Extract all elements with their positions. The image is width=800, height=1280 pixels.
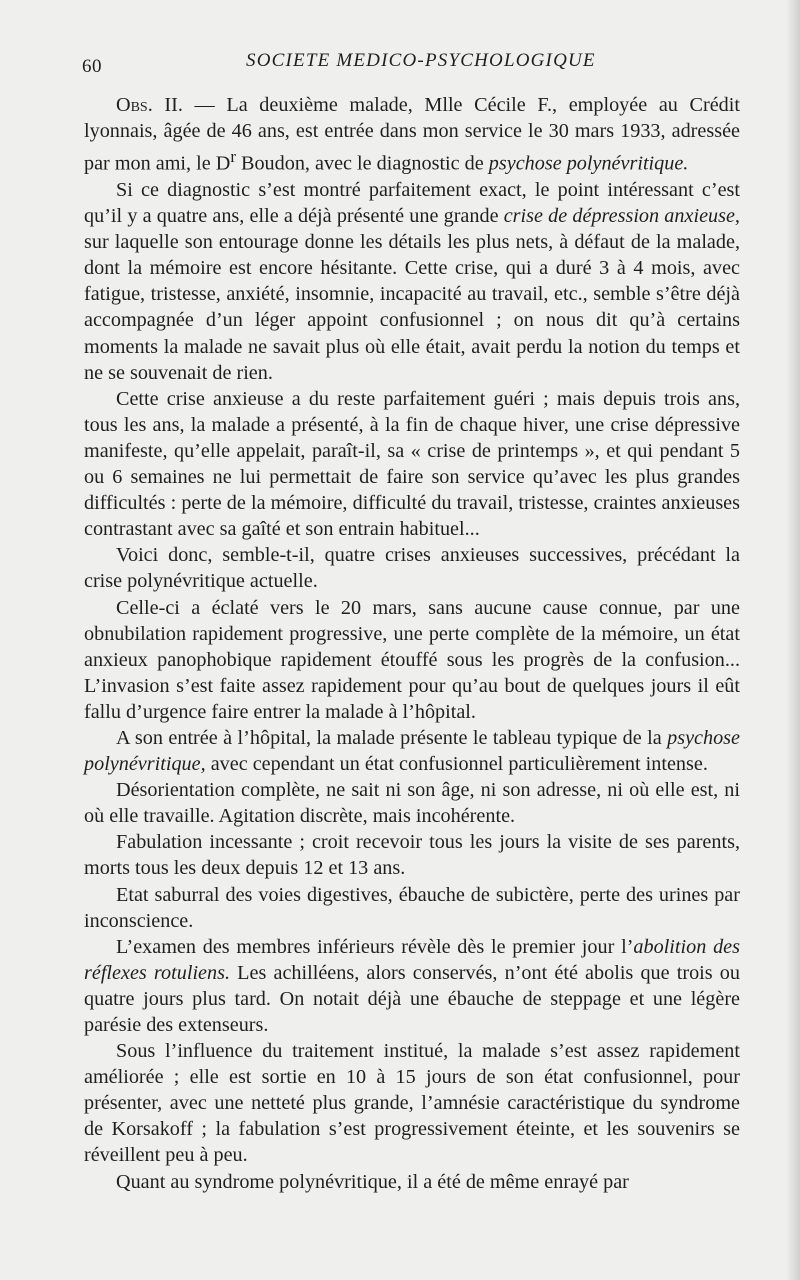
page-edge-shadow xyxy=(786,0,800,1280)
running-head-title: SOCIETE MEDICO-PSYCHOLOGIQUE xyxy=(246,50,596,71)
body-text xyxy=(84,92,740,1195)
paragraph-9 xyxy=(84,882,740,934)
paragraph-2 xyxy=(84,177,740,386)
paragraph-text: Sous l’influence du traitement institué, la malade s’est assez rapidement améliorée ; elle est sortie en 10 à 15 jours de son état confusionnel, pour présenter, avec une netteté plus grande, l’amnésie caractéristique du syndrome de Korsakoff ; la fabulation s’est progressivement éteinte, et les souvenirs se réveillent peu à peu. xyxy=(84,1040,740,1167)
paragraph-text: Quant au syndrome polynévritique, il a été de même enrayé par xyxy=(116,1170,629,1193)
paragraph-11 xyxy=(84,1038,740,1168)
paragraph-text: — La deuxième malade, Mlle Cécile F., employée au Crédit lyonnais, âgée de 46 ans, est entrée dans mon service le 30 mars 1933, adressée par mon ami, le D xyxy=(84,94,740,175)
paragraph-text: Fabulation incessante ; croit recevoir tous les jours la visite de ses parents, morts tous les deux depuis 12 et 13 ans. xyxy=(84,831,740,880)
paragraph-8 xyxy=(84,829,740,881)
paragraph-text: avec cependant un état confusionnel particulièrement intense. xyxy=(205,753,708,776)
doctor-abbrev-superscript: r xyxy=(230,147,236,167)
paragraph-10 xyxy=(84,934,740,1038)
page-number: 60 xyxy=(82,56,102,77)
paragraph-text: Si ce diagnostic s’est montré parfaitement exact, le point intéressant c’est qu’il y a quatre ans, elle a déjà présenté une grande xyxy=(84,179,740,228)
paragraph-text: Désorientation complète, ne sait ni son âge, ni son adresse, ni où elle est, ni où elle travaille. Agitation discrète, mais incohérente. xyxy=(84,779,740,828)
paragraph-text: Voici donc, semble-t-il, quatre crises anxieuses successives, précédant la crise polynévritique actuelle. xyxy=(84,544,740,593)
paragraph-7 xyxy=(84,777,740,829)
paragraph-3 xyxy=(84,386,740,543)
paragraph-text: Etat saburral des voies digestives, ébauche de subictère, perte des urines par inconscience. xyxy=(84,883,740,932)
paragraph-6 xyxy=(84,725,740,777)
observation-label: Obs. II. xyxy=(116,94,183,116)
paragraph-text: Cette crise anxieuse a du reste parfaitement guéri ; mais depuis trois ans, tous les ans, la malade a présenté, à la fin de chaque hiver, une crise dépressive manifeste, qu’elle appelait, paraît-il, sa « crise de printemps », et qui pendant 5 ou 6 semaines ne lui permettait de faire son service qu’avec les plus grandes difficultés : perte de la mémoire, difficulté du travail, tristesse, craintes anxieuses contrastant avec sa gaîté et son entrain habituel... xyxy=(84,387,740,541)
paragraph-5 xyxy=(84,595,740,725)
italic-term: abolition des réflexes rotuliens. xyxy=(84,935,740,984)
paragraph-1 xyxy=(84,92,740,177)
paragraph-4 xyxy=(84,542,740,594)
paragraph-text: Boudon, avec le diagnostic de xyxy=(235,152,489,175)
italic-term: crise de dépression anxieuse, xyxy=(503,205,740,228)
paragraph-text: L’examen des membres inférieurs révèle dès le premier jour l’ xyxy=(116,935,634,958)
paragraph-text: Les achilléens, alors conservés, n’ont été abolis que trois ou quatre jours plus tard. On notait déjà une ébauche de steppage et une légère parésie des extenseurs. xyxy=(84,961,740,1037)
paragraph-text: A son entrée à l’hôpital, la malade présente le tableau typique de la xyxy=(116,726,668,749)
paragraph-text: Celle-ci a éclaté vers le 20 mars, sans aucune cause connue, par une obnubilation rapidement progressive, une perte complète de la mémoire, un état anxieux panophobique rapidement étouffé sous les progrès de la confusion... L’invasion s’est faite assez rapidement pour qu’au bout de quelques jours il eût fallu d’urgence faire entrer la malade à l’hôpital. xyxy=(84,596,740,723)
italic-diagnosis: psychose polynévritique, xyxy=(84,726,740,776)
paragraph-text: sur laquelle son entourage donne les détails les plus nets, à défaut de la malade, dont la mémoire est encore hésitante. Cette crise, qui a duré 3 à 4 mois, avec fatigue, tristesse, anxiété, insomnie, incapacité au travail, etc., semble s’être déjà accompagnée d’un léger appoint confusionnel ; on nous dit qu’à certains moments la malade ne savait plus où elle était, avait perdu la notion du temps et ne se souvenait de rien. xyxy=(84,231,740,384)
italic-diagnosis: psychose polynévritique. xyxy=(488,152,689,175)
paragraph-12 xyxy=(84,1169,740,1195)
